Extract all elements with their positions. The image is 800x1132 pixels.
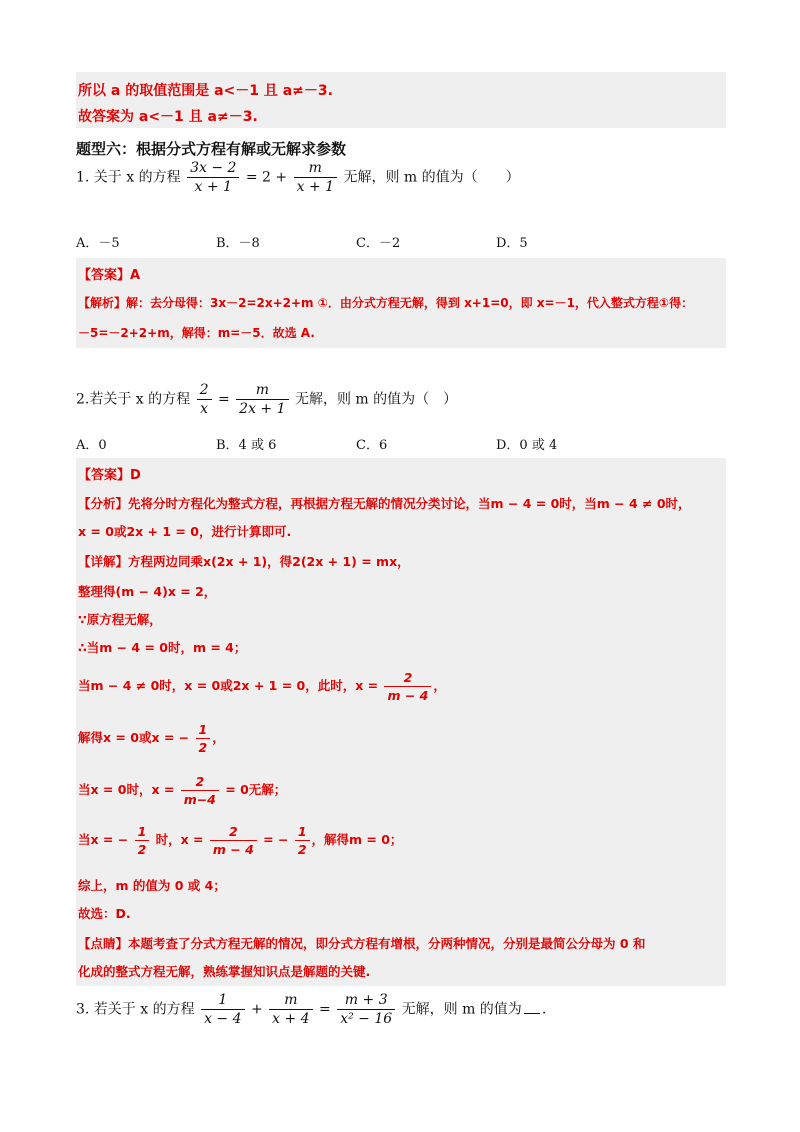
question-3 [76,992,546,1027]
q2-rhs-fraction: $\frac{m}{2x + 1}$ [236,382,288,417]
q2-solve-fraction: $\frac{1}{2}$ [196,722,211,755]
q2-analysis-line2: x = 0或2x + 1 = 0，进行计算即可. [78,524,292,539]
q1-lhs-fraction: $\frac{3x - 2}{x + 1}$ [187,160,239,195]
q1-solution-box [76,258,726,348]
q1-analysis-line1: 【解析】解：去分母得：3x－2=2x+2+m ①．由分式方程无解，得到 x+1=0，即 x=－1，代入整式方程①得： [78,296,694,310]
q2-suffix: 无解，则 m 的值为（ ） [294,391,458,408]
q2-lhs-fraction: $\frac{2}{x}$ [197,382,212,417]
q3-fraction-3: $\frac{m + 3}{\text{x² − 16}}$ [337,992,395,1027]
q3-eq: = [319,1001,331,1018]
q2-eq: = [217,391,230,408]
q3-fraction-2: $\frac{m}{x + 4}$ [269,992,312,1027]
q2-x0-fraction: $\frac{2}{m-4}$ [181,774,219,807]
q2-comment-line1: 【点睛】本题考查了分式方程无解的情况，即分式方程有增根，分两种情况，分别是最简公分母为 0 和 [78,936,646,951]
q2-xhalf-fraction-3: $\frac{1}{2}$ [295,824,310,857]
q2-case2-fraction: $\frac{2}{m - 4}$ [384,670,431,703]
q3-suffix: 无解，则 m 的值为 [401,1001,522,1018]
q2-answer: 【答案】D [78,468,141,483]
q1-rhs-fraction: $\frac{m}{x + 1}$ [294,160,337,195]
q2-analysis-line1: 【分析】先将分时方程化为整式方程，再根据方程无解的情况分类讨论，当m − 4 = 0时，当m − 4 ≠ 0时， [78,496,691,511]
question-2 [76,382,457,417]
q1-mid: = 2 + [245,169,288,186]
q1-option-d: D．5 [496,236,528,251]
q2-because: ∵原方程无解， [78,612,162,627]
q2-choice: 故选：D. [78,906,131,921]
q2-solution-box [76,458,726,986]
q3-answer-blank[interactable] [524,1001,540,1014]
q2-xhalf-fraction-2: $\frac{2}{m - 4}$ [210,824,257,857]
q2-xhalf-line: 当x = − $\frac{1}{2}$ 时，x = $\frac{2}{m - 4}$ = − $\frac{1}{2}$ ，解得m = 0； [78,824,403,857]
q2-rearrange: 整理得(m − 4)x = 2， [78,584,217,599]
q1-answer: 【答案】A [78,268,141,283]
q1-option-c: C．－2 [356,236,401,251]
q2-option-a: A．0 [76,438,107,453]
q2-xhalf-fraction-1: $\frac{1}{2}$ [135,824,150,857]
q1-prefix: 1. 关于 x 的方程 [76,169,181,186]
q3-fraction-1: $\frac{1}{x - 4}$ [201,992,244,1027]
q2-detail: 【详解】方程两边同乘x(2x + 1)，得2(2x + 1) = mx， [78,554,410,569]
q2-case2-line: 当m − 4 ≠ 0时，x = 0或2x + 1 = 0，此时，x = $\frac{2}{m - 4}$ ， [78,670,446,703]
q2-option-b: B．4 或 6 [216,438,277,453]
question-1 [76,160,520,195]
top-answer-box [76,72,726,128]
answer-conclusion: 故答案为 a<－1 且 a≠－3. [78,109,258,125]
q1-analysis-line2: －5=－2+2+m，解得：m=－5．故选 A. [78,326,315,340]
range-conclusion: 所以 a 的取值范围是 a<－1 且 a≠－3. [78,83,333,99]
q2-therefore: ∴当m − 4 = 0时，m = 4； [78,640,247,655]
q2-summary: 综上，m 的值为 0 或 4； [78,878,226,893]
q3-end: . [541,1001,547,1018]
section-title: 题型六：根据分式方程有解或无解求参数 [76,140,347,158]
q2-solve-line: 解得x = 0或x = − $\frac{1}{2}$ ， [78,722,225,755]
q1-option-b: B．－8 [216,236,260,251]
q3-prefix: 3. 若关于 x 的方程 [76,1001,195,1018]
q2-option-c: C．6 [356,438,388,453]
q2-x0-line: 当x = 0时，x = $\frac{2}{m-4}$ = 0无解； [78,774,287,807]
q1-suffix: 无解，则 m 的值为（ ） [343,169,520,186]
q2-prefix: 2.若关于 x 的方程 [76,391,191,408]
q2-option-d: D．0 或 4 [496,438,558,453]
q1-option-a: A．－5 [76,236,120,251]
q3-plus: + [250,1001,263,1018]
q2-comment-line2: 化成的整式方程无解，熟练掌握知识点是解题的关键. [78,964,371,979]
